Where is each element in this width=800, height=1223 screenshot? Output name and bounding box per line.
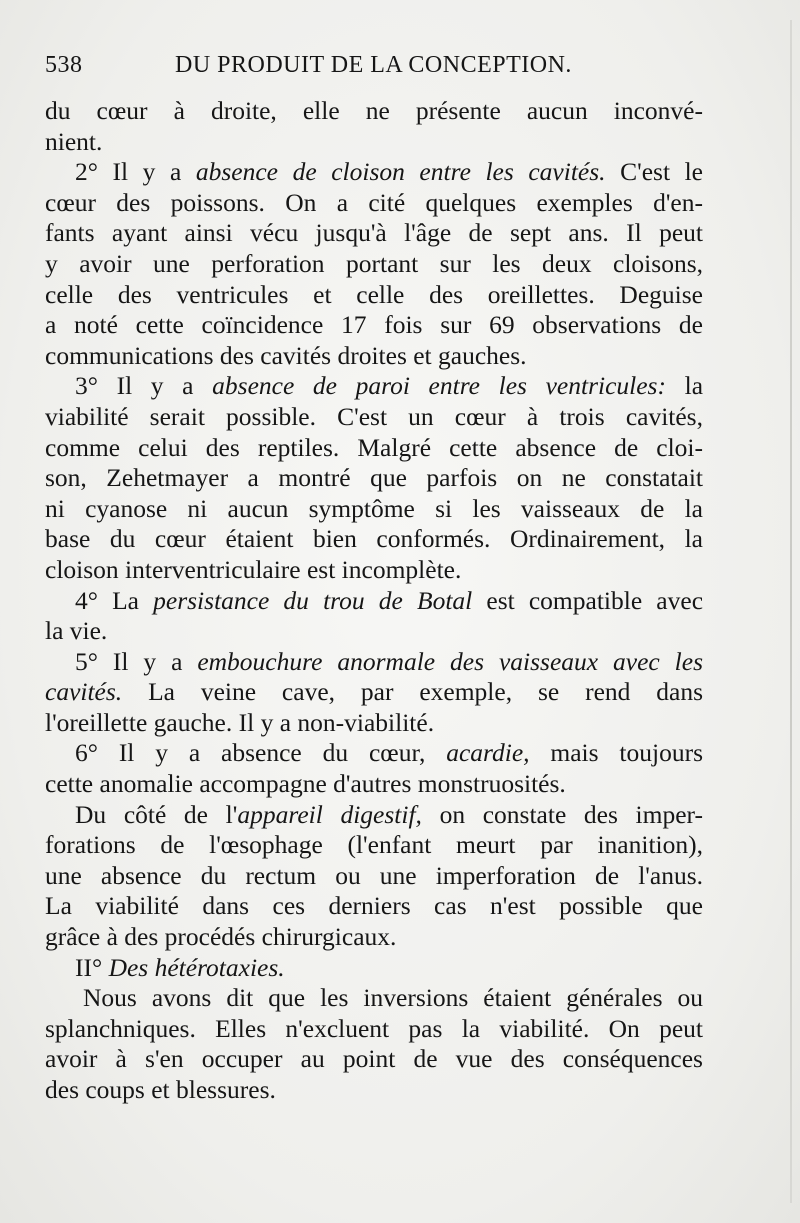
text-line: base du cœur étaient bien conformés. Ordinairement, la — [45, 524, 703, 554]
text-line: ni cyanose ni aucun symptôme si les vaisseaux de la — [45, 493, 703, 523]
text-line: 5° Il y a embouchure anormale des vaisseaux avec les — [75, 646, 703, 676]
text-line: 6° Il y a absence du cœur, acardie, mais toujours — [75, 738, 703, 768]
text-line: 4° La persistance du trou de Botal est compatible avec — [75, 585, 704, 615]
text-line: 2° Il y a absence de cloison entre les cavités. C'est le — [75, 157, 703, 187]
section-heading: II° Des hétérotaxies. — [75, 952, 285, 982]
text-line: l'oreillette gauche. Il y a non-viabilité. — [45, 707, 435, 737]
running-title: DU PRODUIT DE LA CONCEPTION. — [175, 52, 572, 78]
text-line: cloison interventriculaire est incomplète. — [45, 554, 462, 584]
page-edge — [790, 20, 792, 1203]
text-line: cœur des poissons. On a cité quelques exemples d'en- — [45, 187, 703, 217]
text-line: Nous avons dit que les inversions étaient générales ou — [83, 983, 703, 1013]
text-line: forations de l'œsophage (l'enfant meurt par inanition), — [45, 830, 703, 860]
body-text — [45, 96, 703, 1106]
text-line: fants ayant ainsi vécu jusqu'à l'âge de sept ans. Il peut — [45, 218, 703, 248]
text-line: comme celui des reptiles. Malgré cette absence de cloi- — [45, 432, 703, 462]
text-line: splanchniques. Elles n'excluent pas la viabilité. On peut — [45, 1013, 703, 1043]
text-line: du cœur à droite, elle ne présente aucun inconvé- — [45, 96, 703, 125]
page-number: 538 — [45, 52, 83, 78]
text-line: 3° Il y a absence de paroi entre les ventricules: la — [75, 371, 704, 401]
text-line: cavités. La veine cave, par exemple, se rend dans — [45, 677, 703, 707]
text-line: a noté cette coïncidence 17 fois sur 69 observations de — [45, 310, 703, 340]
text-line: communications des cavités droites et gauches. — [45, 340, 527, 370]
text-line: son, Zehetmayer a montré que parfois on ne constatait — [45, 463, 703, 493]
text-line: celle des ventricules et celle des oreillettes. Deguise — [45, 279, 703, 309]
text-line: avoir à s'en occuper au point de vue des conséquences — [45, 1044, 703, 1074]
text-line: cette anomalie accompagne d'autres monstruosités. — [45, 769, 566, 799]
text-line: La viabilité dans ces derniers cas n'est possible que — [45, 891, 703, 921]
text-line: la vie. — [45, 616, 108, 646]
text-line: Du côté de l'appareil digestif, on constate des imper- — [75, 799, 704, 829]
text-line: une absence du rectum ou une imperforation de l'anus. — [45, 860, 703, 890]
running-header — [45, 52, 705, 88]
text-line: des coups et blessures. — [45, 1075, 276, 1104]
text-line: viabilité serait possible. C'est un cœur à trois cavités, — [45, 401, 703, 431]
text-line: y avoir une perforation portant sur les deux cloisons, — [45, 248, 703, 278]
text-line: nient. — [45, 126, 103, 156]
text-line: grâce à des procédés chirurgicaux. — [45, 922, 397, 952]
